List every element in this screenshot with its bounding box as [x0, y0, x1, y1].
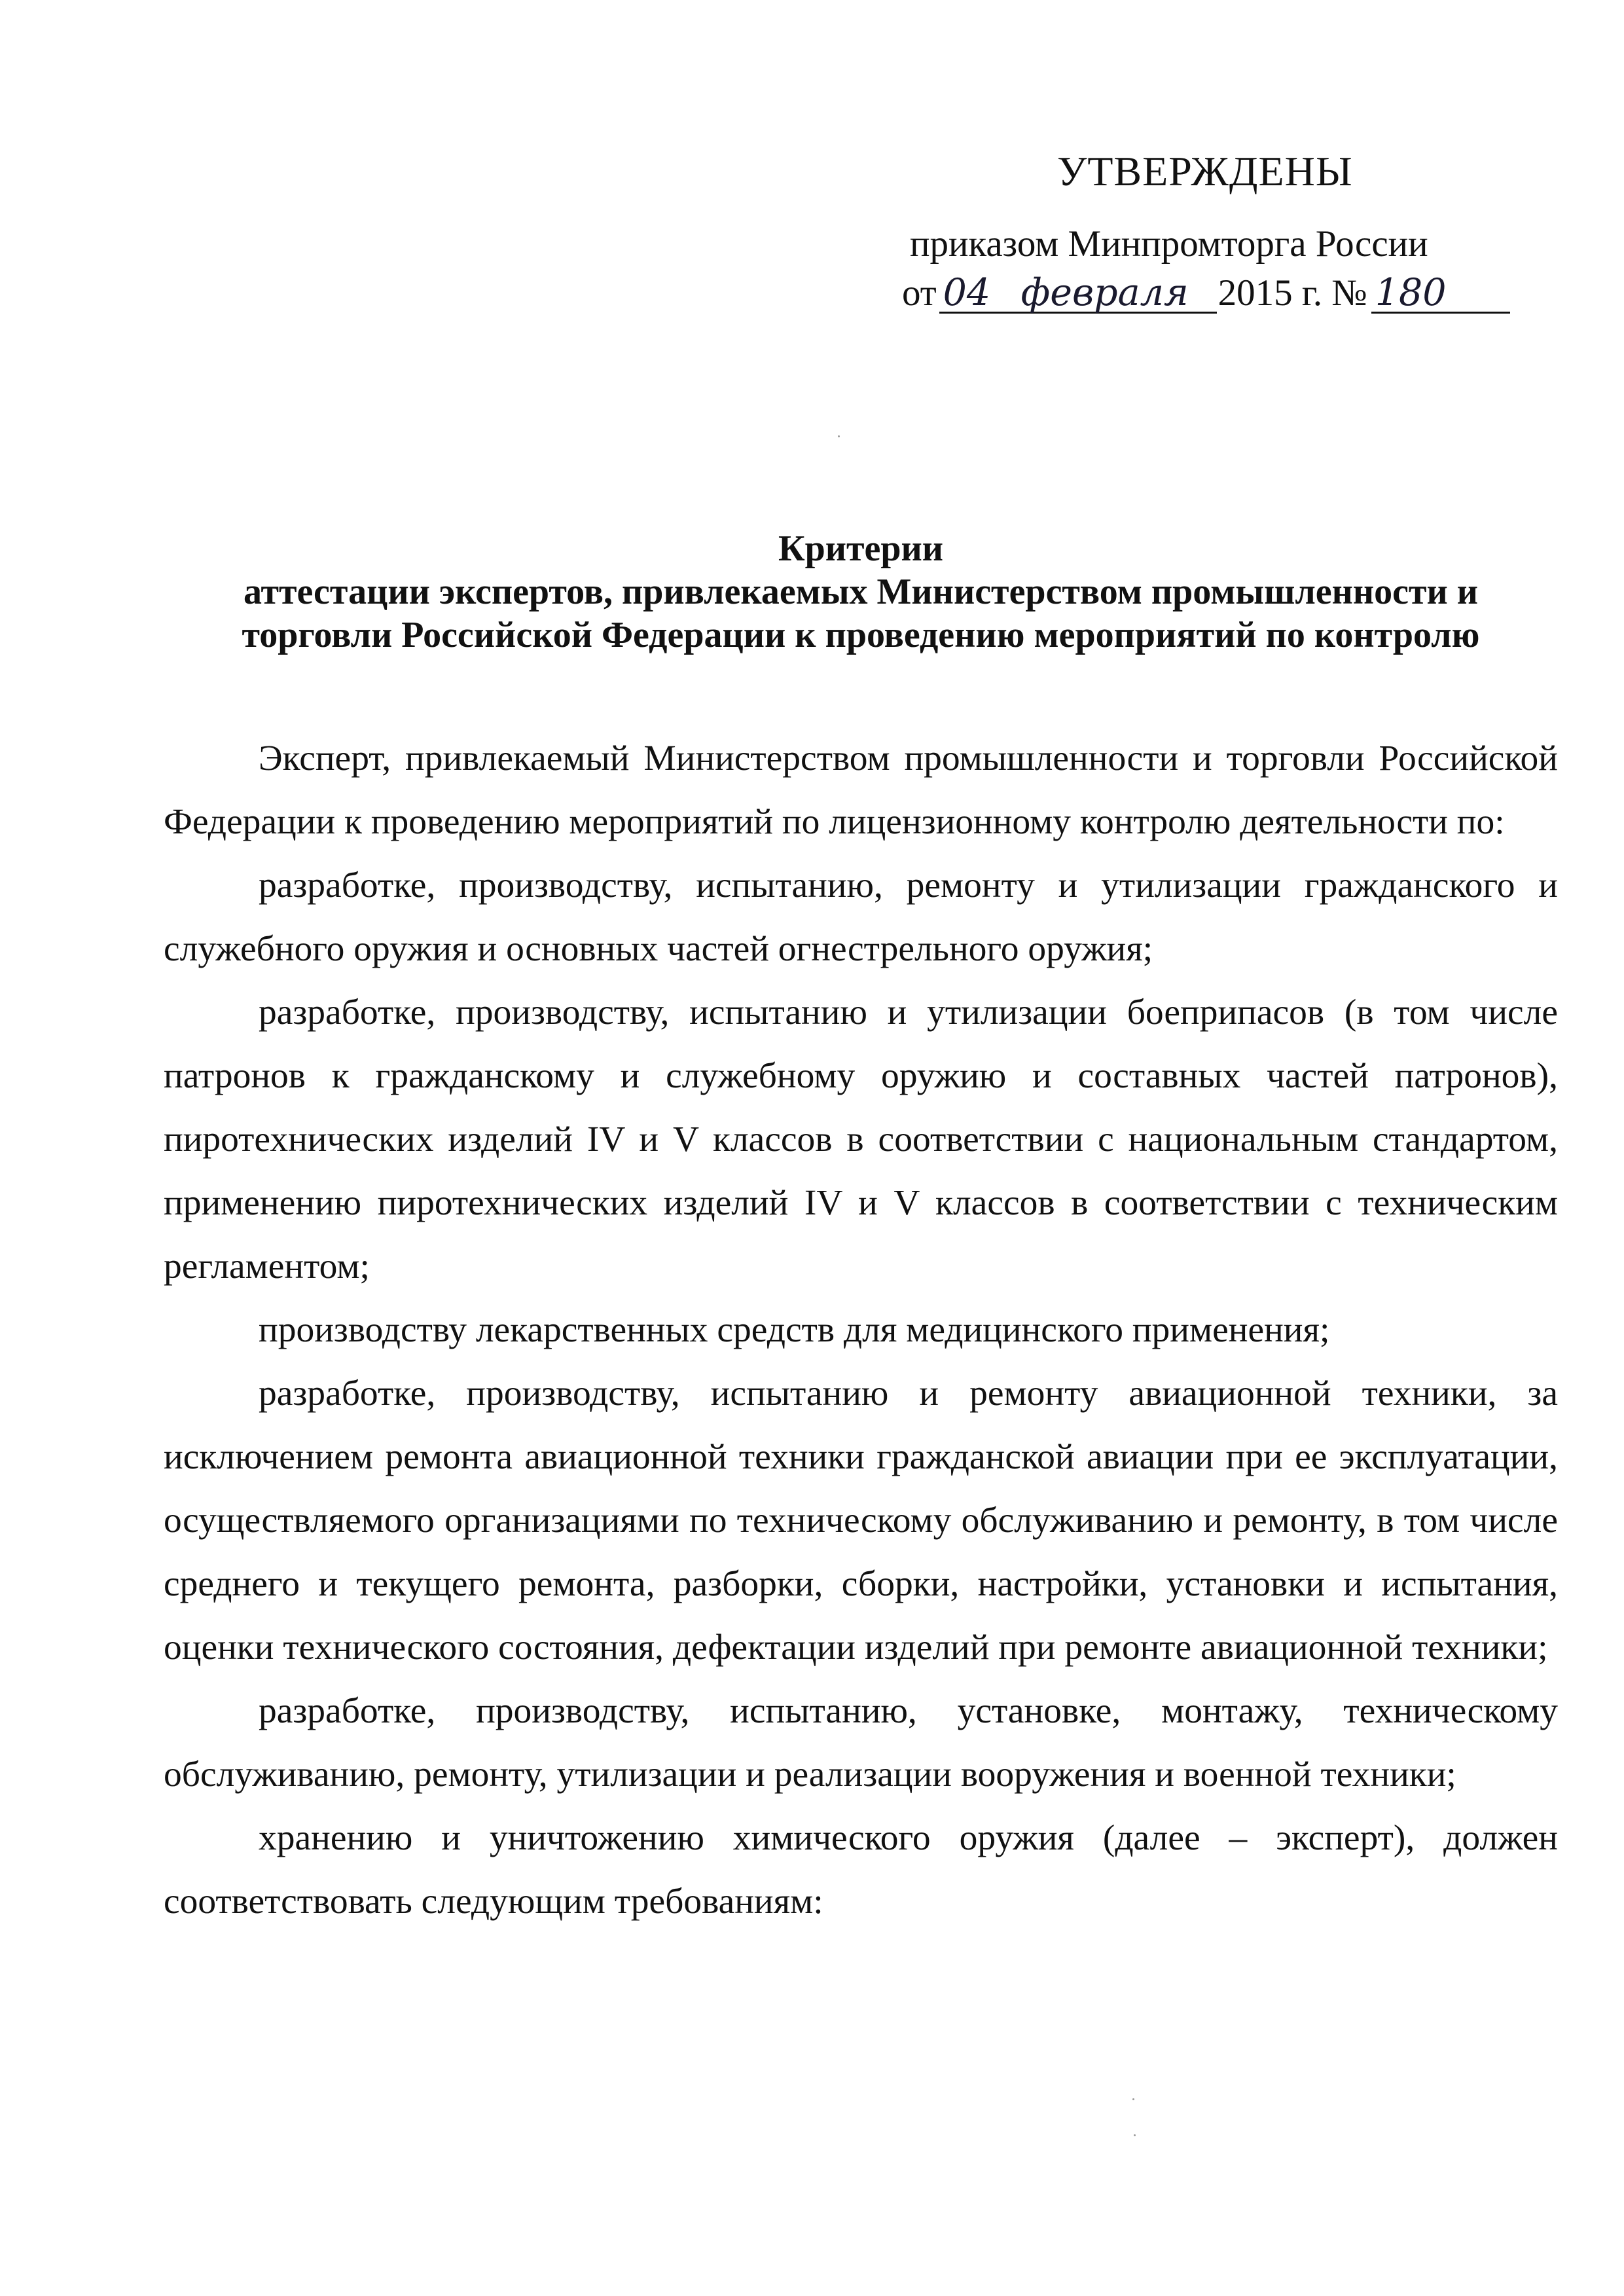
scan-speck [838, 435, 840, 437]
document-body [164, 727, 1558, 1933]
paragraph-weapons: разработке, производству, испытанию, ремонту и утилизации гражданского и служебного оружия и основных частей огнестрельного оружия; [164, 866, 1558, 969]
heading-subtitle-line-2: торговли Российской Федерации к проведению мероприятий по контролю [242, 615, 1480, 655]
approval-order-line: приказом Минпромторга России [910, 223, 1428, 264]
paragraph-expert-intro: Эксперт, привлекаемый Министерством промышленности и торговли Российской Федерации к проведению мероприятий по лицензионному контролю деятельности по: [164, 738, 1558, 842]
paragraph-medicines: производству лекарственных средств для медицинского применения; [259, 1310, 1330, 1350]
scan-speck [1132, 2098, 1134, 2100]
document-heading [164, 527, 1558, 657]
approval-title: УТВЕРЖДЕНЫ [1057, 148, 1353, 194]
heading-title: Критерии [778, 528, 944, 569]
handwritten-day: 04 [939, 274, 993, 314]
paragraph-ammunition: разработке, производству, испытанию и утилизации боеприпасов (в том числе патронов к гражданскому и служебному оружию и составных частей патронов), пиротехнических изделий IV и V классов в соответствии с национальным стандартом, применению пиротехнических изделий IV и V классов в соответствии с техническим регламентом; [164, 993, 1558, 1286]
handwritten-order-number: 180 [1371, 274, 1510, 314]
year-and-number-label: 2015 г. № [1218, 272, 1367, 314]
approval-date-number-line [902, 272, 1510, 314]
date-prefix: от [902, 272, 937, 314]
heading-subtitle-line-1: аттестации экспертов, привлекаемых Министерством промышленности и [243, 572, 1479, 612]
paragraph-chemical-weapons: хранению и уничтожению химического оружия (далее – эксперт), должен соответствовать следующим требованиям: [164, 1818, 1558, 1922]
handwritten-month: февраля [993, 274, 1217, 314]
scan-speck [1134, 2134, 1136, 2136]
paragraph-aviation: разработке, производству, испытанию и ремонту авиационной техники, за исключением ремонта авиационной техники гражданской авиации при ее эксплуатации, осуществляемого организациями по техническому обслуживанию и ремонту, в том числе среднего и текущего ремонта, разборки, сборки, настройки, установки и испытания, оценки технического состояния, дефектации изделий при ремонте авиационной техники; [164, 1374, 1558, 1667]
paragraph-military-equipment: разработке, производству, испытанию, установке, монтажу, техническому обслуживанию, ремонту, утилизации и реализации вооружения и военной техники; [164, 1691, 1558, 1795]
